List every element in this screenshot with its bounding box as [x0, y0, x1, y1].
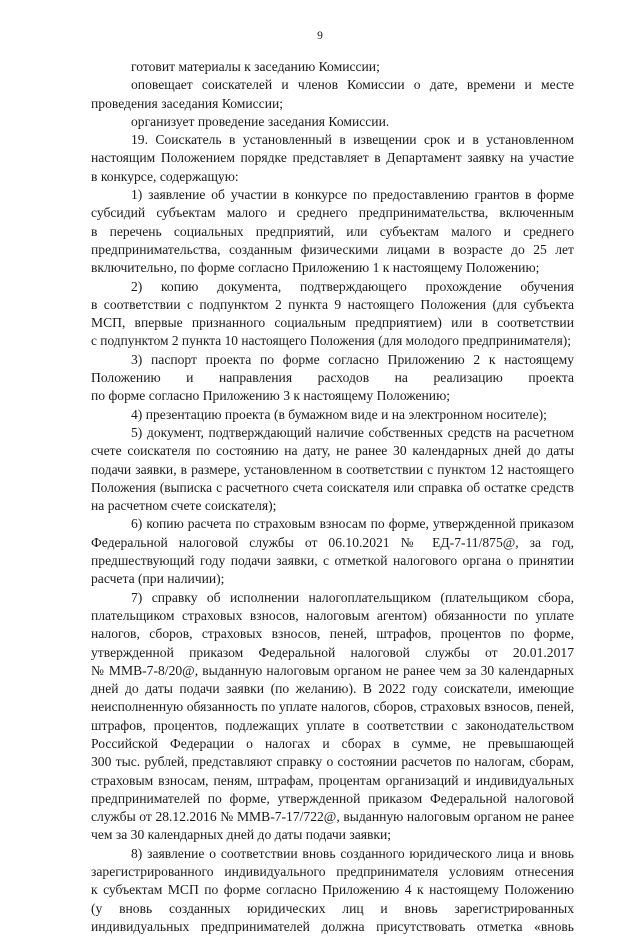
- text-line: субсидий субъектам малого и среднего предпринимательства, включенным: [91, 205, 574, 221]
- text-line: в конкурсе, содержащую:: [91, 168, 239, 184]
- text-line: (у вновь созданных юридических лиц и вновь зарегистрированных: [91, 900, 574, 916]
- text-line: предпринимателей по форме, утвержденной приказом Федеральной налоговой: [91, 790, 574, 806]
- text-line: неисполненную обязанность по уплате налогов, сборов, страховых взносов, пеней,: [91, 699, 574, 715]
- text-line: 2) копию документа, подтверждающего прохождение обучения: [131, 278, 574, 294]
- text-line: организует проведение заседания Комиссии.: [131, 113, 390, 129]
- text-line: дней до даты подачи заявки (по желанию). В 2022 году соискатели, имеющие: [91, 681, 574, 697]
- text-line: 5) документ, подтверждающий наличие собственных средств на расчетном: [131, 424, 574, 440]
- text-line: готовит материалы к заседанию Комиссии;: [131, 59, 380, 74]
- text-line: настоящим Положением порядке представляет в Департамент заявку на участие: [91, 150, 574, 166]
- text-line: утвержденной приказом Федеральной налоговой службы от 20.01.2017: [91, 644, 574, 660]
- text-line: службы от 28.12.2016 № ММВ-7-17/722@, выданную налоговым органом не ранее: [91, 809, 574, 825]
- text-line: 3) паспорт проекта по форме согласно Приложению 2 к настоящему: [131, 351, 574, 367]
- text-line: чем за 30 календарных дней до даты подачи заявки;: [91, 827, 392, 843]
- text-line: Положения (выписка с расчетного счета соискателя или справка об остатке средств: [91, 479, 574, 495]
- text-line: включительно, по форме согласно Приложению 1 к настоящему Положению;: [91, 260, 540, 276]
- text-line: счете соискателя по состоянию на дату, не ранее 30 календарных дней до даты: [91, 443, 574, 459]
- text-line: предшествующий году подачи заявки, с отметкой налогового органа о принятии: [91, 553, 574, 569]
- text-line: 6) копию расчета по страховым взносам по форме, утвержденной приказом: [131, 516, 574, 532]
- text-line: 7) справку об исполнении налогоплательщиком (плательщиком сбора,: [131, 589, 574, 605]
- document-body: [91, 58, 574, 936]
- text-line: по форме согласно Приложению 3 к настоящему Положению;: [91, 388, 451, 404]
- text-line: предпринимательства, созданным физическими лицами в возрасте до 25 лет: [91, 241, 574, 257]
- text-line: страховым взносам, пеням, штрафам, процентам организаций и индивидуальных: [91, 772, 574, 788]
- text-line: к субъектам МСП по форме согласно Приложению 4 к настоящему Положению: [91, 882, 574, 898]
- text-line: в перечень социальных предприятий, или субъектам малого и среднего: [91, 223, 574, 239]
- page-number: 9: [317, 30, 323, 42]
- text-line: в соответствии с подпунктом 2 пункта 9 настоящего Положения (для субъекта: [91, 296, 574, 312]
- text-line: 19. Соискатель в установленный в извещении срок и в установленном: [131, 132, 574, 148]
- text-line: на расчетном счете соискателя);: [91, 498, 277, 514]
- text-line: индивидуальных предпринимателей должна присутствовать отметка «вновь: [91, 918, 574, 934]
- text-line: зарегистрированного индивидуального предпринимателя условиям отнесения: [91, 864, 574, 880]
- text-line: проведения заседания Комиссии;: [91, 95, 284, 111]
- text-line: с подпунктом 2 пункта 10 настоящего Положения (для молодого предпринимателя);: [91, 333, 571, 349]
- text-line: расчета (при наличии);: [91, 571, 225, 587]
- text-line: 300 тыс. рублей, представляют справку о состоянии расчетов по налогам, сборам,: [91, 754, 574, 770]
- text-line: подачи заявки, в размере, установленном в соответствии с пунктом 12 настоящего: [91, 461, 574, 477]
- text-line: 8) заявление о соответствии вновь созданного юридического лица и вновь: [131, 845, 574, 861]
- text-line: налогов, сборов, страховых взносов, пеней, штрафов, процентов по форме,: [91, 626, 574, 642]
- text-line: 1) заявление об участии в конкурсе по предоставлению грантов в форме: [131, 187, 574, 203]
- text-line: штрафов, процентов, подлежащих уплате в соответствии с законодательством: [91, 717, 574, 733]
- text-line: Российской Федерации о налогах и сборах в сумме, не превышающей: [91, 735, 574, 751]
- text-line: 4) презентацию проекта (в бумажном виде и на электронном носителе);: [131, 406, 547, 422]
- text-line: плательщиком страховых взносов, налоговым агентом) обязанности по уплате: [91, 607, 574, 623]
- text-line: оповещает соискателей и членов Комиссии о дате, времени и месте: [131, 77, 574, 93]
- text-line: МСП, впервые признанного социальным предприятием) или в соответствии: [91, 315, 574, 331]
- text-line: № ММВ-7-8/20@, выданную налоговым органом не ранее чем за 30 календарных: [91, 662, 574, 678]
- text-line: Федеральной налоговой службы от 06.10.2021 № ЕД-7-11/875@, за год,: [91, 534, 574, 550]
- text-line: Положению и направления расходов на реализацию проекта: [91, 370, 574, 386]
